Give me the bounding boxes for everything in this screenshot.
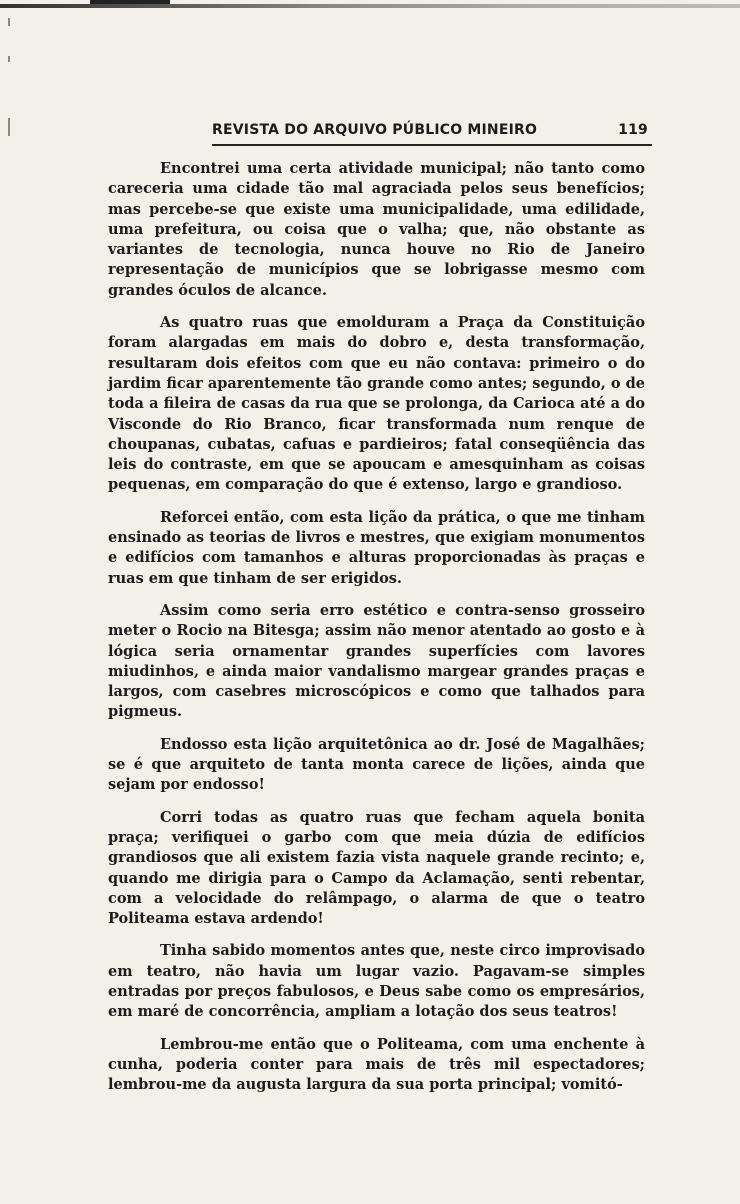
page-number: 119 [618, 122, 648, 138]
scan-speck [8, 56, 10, 62]
paragraph: Lembrou-me então que o Politeama, com uma enchente à cunha, poderia conter para mais de três mil espectadores; lembrou-me da augusta largura da sua porta principal; vomitó- [108, 1035, 645, 1094]
journal-title: REVISTA DO ARQUIVO PÚBLICO MINEIRO [212, 122, 538, 138]
paragraph: Encontrei uma certa atividade municipal; não tanto como careceria uma cidade tão mal agraciada pelos seus benefícios; mas percebe-se que existe uma municipalidade, uma edilidade, uma prefeitura, ou coisa que o valha; que, não obstante as variantes de tecnologia, nunca houve no Rio de Janeiro representação de municípios que se lobrigasse mesmo com grandes óculos de alcance. [108, 160, 645, 299]
scan-speck [8, 18, 10, 26]
paragraph: Assim como seria erro estético e contra-senso grosseiro meter o Rocio na Bitesga; assim não menor atentado ao gosto e à lógica seria ornamentar grandes superfícies com lavores miudinhos, e ainda maior vandalismo margear grandes praças e largos, com casebres microscópicos e como que talhados para pigmeus. [108, 601, 645, 721]
paragraph: Tinha sabido momentos antes que, neste circo improvisado em teatro, não havia um lugar vazio. Pagavam-se simples entradas por preços fabulosos, e Deus sabe como os empresários, em maré de concorrência, ampliam a lotação dos seus teatros! [108, 942, 645, 1021]
paragraph: As quatro ruas que emolduram a Praça da Constituição foram alargadas em mais do dobro e, desta transformação, resultaram dois efeitos com que eu não contava: primeiro o do jardim ficar aparentemente tão grande como antes; segundo, o de toda a fileira de casas da rua que se prolonga, da Carioca até a do Visconde do Rio Branco, ficar transformada num renque de choupanas, cubatas, cafuas e pardieiros; fatal conseqüência das leis do contraste, em que se apoucam e amesquinham as coisas pequenas, em comparação do que é extenso, largo e grandioso. [108, 314, 645, 494]
paragraph: Endosso esta lição arquitetônica ao dr. José de Magalhães; se é que arquiteto de tanta monta carece de lições, ainda que sejam por endosso! [108, 735, 645, 794]
scan-speck [8, 118, 10, 136]
article-body [108, 159, 645, 1095]
paragraph: Corri todas as quatro ruas que fecham aquela bonita praça; verifiquei o garbo com que meia dúzia de edifícios grandiosos que ali existem fazia vista naquele grande recinto; e, quando me dirigia para o Campo da Aclamação, senti rebentar, com a velocidade do relâmpago, o alarma de que o teatro Politeama estava ardendo! [108, 808, 645, 928]
scan-top-edge [0, 4, 740, 8]
paragraph: Reforcei então, com esta lição da prática, o que me tinham ensinado as teorias de livros e mestres, que exigiam monumentos e edifícios com tamanhos e alturas proporcionadas às praças e ruas em que tinham de ser erigidos. [108, 508, 645, 587]
running-header [212, 118, 652, 146]
